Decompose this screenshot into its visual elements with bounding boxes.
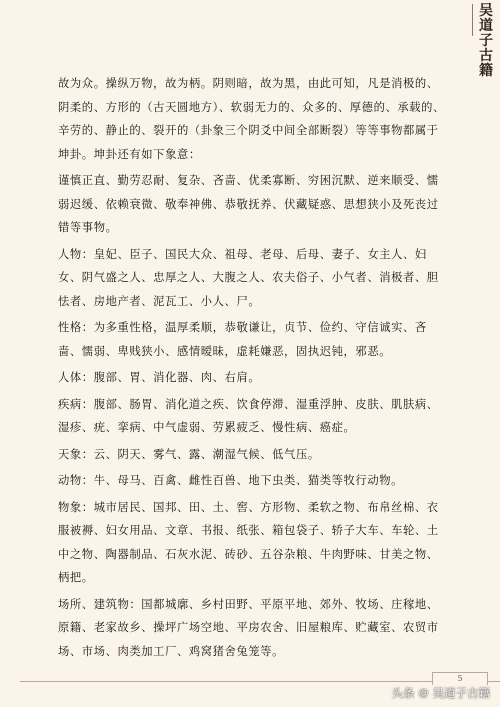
side-divider [472, 4, 473, 36]
side-title-char: 吴 [479, 3, 493, 19]
paragraph-character: 性格：为多重性格，温厚柔顺，恭敬谦让，贞节、俭约、守信诚实、吝啬、懦弱、卑贱狭小、感情暧昧，虚耗嫌恶，固执迟钝，邪恶。 [58, 321, 427, 358]
paragraph-weather: 天象：云、阴天、雾气、露、潮湿气候、低气压。 [58, 447, 320, 461]
side-title [478, 4, 494, 79]
watermark [392, 683, 491, 703]
paragraph-objects: 物象：城市居民、国邦、田、土、窖、方形物、柔软之物、布帛丝棉、衣服被褥、妇女用品、文章、书报、纸张、箱包袋子、轿子大车、车轮、土中之物、陶器制品、石灰水泥、砖砂、五谷杂粮、牛肉野味、甘美之物、柄把。 [58, 500, 439, 584]
paragraph-animals: 动物：牛、母马、百禽、雌性百兽、地下虫类、猫类等牧行动物。 [58, 474, 404, 487]
watermark-account: 吴道子古籍 [432, 686, 490, 700]
paragraph-places: 场所、建筑物：国都城廓、乡村田野、平原平地、郊外、牧场、庄稼地、原籍、老家故乡、操坪广场空地、平房农舍、旧屋粮库、贮藏室、农贸市场、市场、肉类加工厂、鸡窝猪舍兔笼等。 [58, 597, 439, 658]
watermark-separator: @ [418, 687, 429, 699]
page-number: 5 [432, 672, 488, 685]
side-title-char: 古 [479, 48, 493, 64]
watermark-platform: 头条 [391, 686, 415, 700]
paragraph-intro: 故为众。操纵万物，故为柄。阴则暗，故为黑，由此可知，凡是消极的、阴柔的、方形的（古天圆地方）、软弱无力的、众多的、厚德的、承载的、辛劳的、静止的、裂开的（卦象三个阴爻中间全部断裂）等等事物都属于坤卦。坤卦还有如下象意： [58, 77, 445, 161]
paragraph-body: 人体：腹部、胃、消化器、肉、右肩。 [58, 371, 261, 384]
paragraph-disease: 疾病：腹部、肠胃、消化道之疾、饮食停滞、湿重浮肿、皮肤、肌肤病、湿疹、疣、挛病、中气虚弱、劳累疲乏、慢性病、癌症。 [58, 397, 439, 434]
paragraph-people: 人物：皇妃、臣子、国民大众、祖母、老母、后母、妻子、女主人、妇女、阴气盛之人、忠厚之人、大腹之人、农夫俗子、小气者、消极者、胆怯者、房地产者、泥瓦工、小人、尸。 [58, 247, 439, 308]
footer-divider [20, 681, 500, 682]
side-title-char: 子 [479, 33, 493, 49]
side-title-char: 籍 [479, 63, 493, 79]
paragraph-traits: 谨慎正直、勤劳忍耐、复杂、吝啬、优柔寡断、穷困沉默、逆来顺受、懦弱迟缓、依赖衰微、敬奉神佛、恭敬抚养、伏藏疑惑、思想狭小及死丧过错等事物。 [58, 174, 439, 234]
side-title-char: 道 [479, 18, 493, 34]
body-text [58, 72, 450, 663]
